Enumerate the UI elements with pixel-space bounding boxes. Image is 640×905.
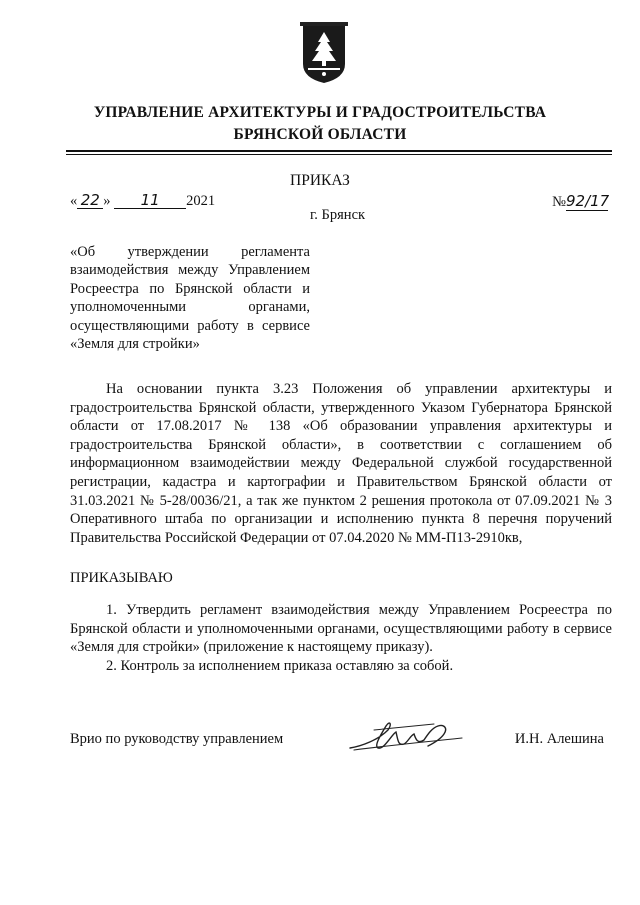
order-item-2: 2. Контроль за исполнением приказа оставляю за собой.: [106, 657, 454, 674]
document-city: г. Брянск: [310, 207, 366, 223]
basis-paragraph: На основании пункта 3.23 Положения об управлении архитектуры и градостроительства Брянской области, утвержденного Указом Губернатора Брянской области от 17.08.2017 № 138 «Об образовании управления архитектуры и градостроительства Брянской области», в соответствии с соглашением об информационном взаимодействии между Федеральной службой государственной регистрации, кадастра и картографии и Правительством Брянской области от 31.03.2021 № 5-28/0036/21, а так же пунктом 2 решения протокола от 07.09.2021 № 3 Оперативного штаба по организации и исполнению пункта 8 перечня поручений Правительства Российской Федерации от 07.04.2020 № ММ-П13-2910кв,: [70, 381, 612, 546]
order-items: [70, 601, 612, 675]
date-open-quote: «: [70, 193, 78, 209]
handwritten-signature-icon: [344, 710, 468, 758]
number-value: 92/17: [566, 192, 610, 210]
signatory-name: И.Н. Алешина: [514, 731, 604, 747]
document-date: [70, 192, 215, 210]
date-day: 22: [77, 192, 103, 209]
header-rule-thin: [66, 154, 612, 155]
date-close-quote: »: [103, 193, 111, 209]
document-type: ПРИКАЗ: [290, 172, 350, 189]
organization-name-line2: БРЯНСКОЙ ОБЛАСТИ: [233, 126, 407, 143]
organization-name-line1: УПРАВЛЕНИЕ АРХИТЕКТУРЫ И ГРАДОСТРОИТЕЛЬСТВА: [93, 104, 547, 121]
document-subject: «Об утверждении регламента взаимодействия между Управлением Росреестра по Брянской области и уполномоченными органами, осуществляющими работу в сервисе «Земля для стройки»: [70, 244, 310, 353]
order-word: ПРИКАЗЫВАЮ: [70, 570, 173, 586]
header-rule-thick: [66, 150, 612, 152]
coat-of-arms-icon: [300, 22, 348, 84]
date-year: 2021: [186, 193, 216, 209]
signatory-position: Врио по руководству управлением: [70, 731, 284, 747]
document-number: [552, 192, 608, 211]
number-prefix: №: [552, 194, 566, 210]
order-item-1: 1. Утвердить регламент взаимодействия между Управлением Росреестра по Брянской области и уполномоченными органами, осуществляющими работу в сервисе «Земля для стройки» (приложение к настоящему приказу).: [70, 602, 612, 656]
date-month: 11: [114, 192, 186, 209]
